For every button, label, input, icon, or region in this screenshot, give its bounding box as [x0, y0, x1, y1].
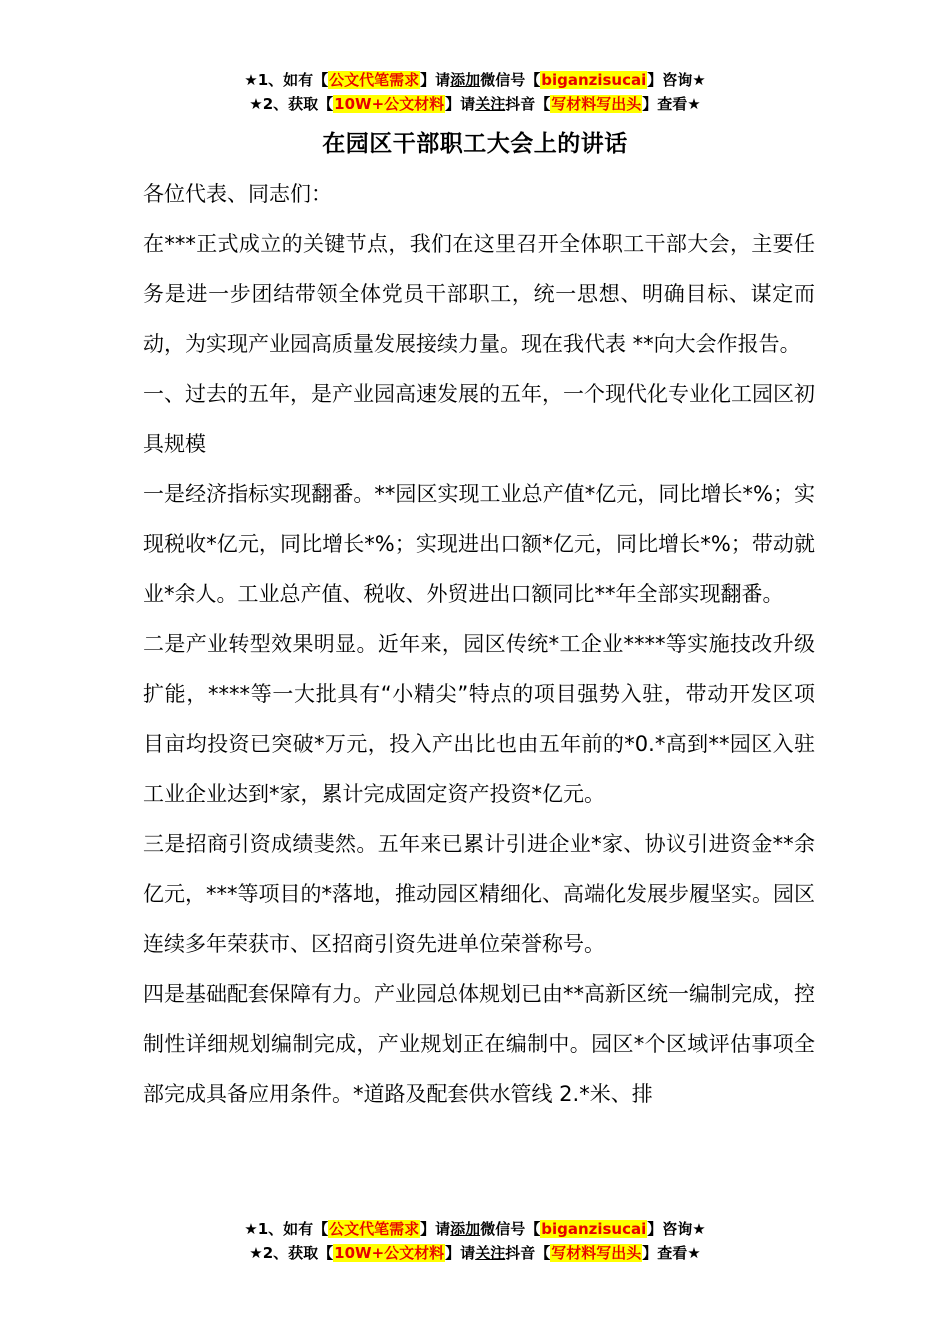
promo-line-1 [0, 1217, 950, 1241]
star-icon: ★ [687, 95, 701, 113]
promo-text: 微信号【 [480, 1220, 541, 1238]
star-icon: ★ [249, 95, 263, 113]
paragraph-infrastructure: 四是基础配套保障有力。产业园总体规划已由**高新区统一编制完成，控制性详细规划编制完成，产业规划正在编制中。园区*个区域评估事项全部完成具备应用条件。*道路及配套供水管线 2.*米、排 [143, 982, 815, 1106]
promo-text: 】请 [445, 1244, 476, 1262]
promo-text: 2、获取【 [262, 95, 334, 113]
promo-emphasis: 关注 [475, 95, 506, 113]
highlight-ghostwriting: 公文代笔需求 [329, 1220, 420, 1238]
promo-text: 抖音【 [505, 1244, 551, 1262]
star-icon: ★ [249, 1244, 263, 1262]
document-title: 在园区干部职工大会上的讲话 [322, 131, 628, 157]
highlight-wechat-id: biganzisucai [541, 1220, 647, 1238]
paragraph-investment: 三是招商引资成绩斐然。五年来已累计引进企业*家、协议引进资金**余亿元，***等项目的*落地，推动园区精细化、高端化发展步履坚实。园区连续多年荣获市、区招商引资先进单位荣誉称号。 [143, 832, 815, 956]
promo-line-2 [0, 92, 950, 116]
highlight-materials: 10W+公文材料 [334, 95, 445, 113]
promo-banner-top [0, 68, 950, 116]
promo-emphasis: 添加 [450, 1220, 481, 1238]
highlight-wechat-id: biganzisucai [541, 71, 647, 89]
promo-text: 】请 [420, 71, 451, 89]
promo-text: 1、如有【 [257, 1220, 329, 1238]
star-icon: ★ [692, 71, 706, 89]
promo-banner-bottom [0, 1217, 950, 1265]
promo-text: 2、获取【 [262, 1244, 334, 1262]
promo-text: 】咨询 [647, 1220, 693, 1238]
section-heading: 一、过去的五年，是产业园高速发展的五年，一个现代化专业化工园区初具规模 [143, 382, 815, 456]
star-icon: ★ [244, 1220, 258, 1238]
promo-text: 】咨询 [647, 71, 693, 89]
document-body [143, 169, 815, 1119]
promo-emphasis: 关注 [475, 1244, 506, 1262]
promo-text: 】查看 [642, 95, 688, 113]
promo-text: 微信号【 [480, 71, 541, 89]
promo-line-1 [0, 68, 950, 92]
salutation: 各位代表、同志们： [143, 182, 332, 206]
promo-text: 抖音【 [505, 95, 551, 113]
highlight-douyin: 写材料写出头 [551, 95, 642, 113]
highlight-douyin: 写材料写出头 [551, 1244, 642, 1262]
star-icon: ★ [687, 1244, 701, 1262]
promo-line-2 [0, 1241, 950, 1265]
highlight-materials: 10W+公文材料 [334, 1244, 445, 1262]
promo-text: 】请 [420, 1220, 451, 1238]
promo-emphasis: 添加 [450, 71, 481, 89]
promo-text: 】查看 [642, 1244, 688, 1262]
star-icon: ★ [692, 1220, 706, 1238]
star-icon: ★ [244, 71, 258, 89]
paragraph-transformation: 二是产业转型效果明显。近年来，园区传统*工企业****等实施技改升级扩能，****等一大批具有“小精尖”特点的项目强势入驻，带动开发区项目亩均投资已突破*万元，投入产出比也由五年前的*0.*高到**园区入驻工业企业达到*家，累计完成固定资产投资*亿元。 [143, 632, 815, 806]
paragraph-intro: 在***正式成立的关键节点，我们在这里召开全体职工干部大会，主要任务是进一步团结带领全体党员干部职工，统一思想、明确目标、谋定而动，为实现产业园高质量发展接续力量。现在我代表 **向大会作报告。 [143, 232, 815, 356]
promo-text: 1、如有【 [257, 71, 329, 89]
promo-text: 】请 [445, 95, 476, 113]
paragraph-economy: 一是经济指标实现翻番。**园区实现工业总产值*亿元，同比增长*%；实现税收*亿元，同比增长*%；实现进出口额*亿元，同比增长*%；带动就业*余人。工业总产值、税收、外贸进出口额同比**年全部实现翻番。 [143, 482, 815, 606]
highlight-ghostwriting: 公文代笔需求 [329, 71, 420, 89]
